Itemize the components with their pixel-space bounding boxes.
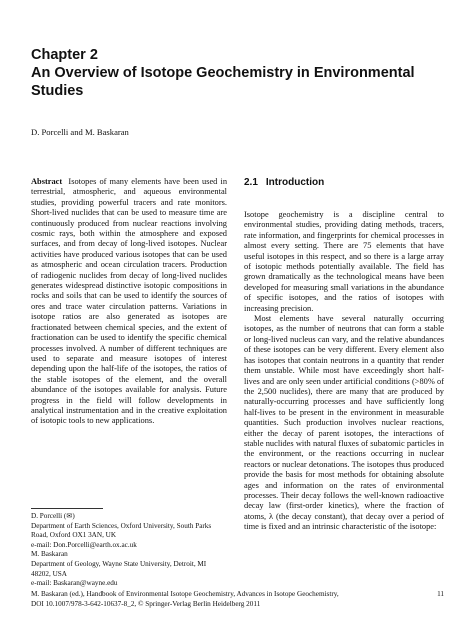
footnote-line: Road, Oxford OX1 3AN, UK xyxy=(31,531,117,540)
page-footer xyxy=(31,590,444,609)
introduction-column xyxy=(244,177,444,533)
chapter-title: An Overview of Isotope Geochemistry in Environmental Studies xyxy=(31,65,415,99)
section-number: 2.1 xyxy=(244,177,258,188)
footnote-rule xyxy=(31,508,103,509)
abstract-lead: Abstract xyxy=(31,177,63,186)
citation-line-2: DOI 10.1007/978-3-642-10637-8_2, © Springer-Verlag Berlin Heidelberg 2011 xyxy=(31,599,261,608)
footnote-line: 48202, USA xyxy=(31,569,67,578)
chapter-label: Chapter 2 xyxy=(31,47,98,63)
abstract-text: Isotopes of many elements have been used in terrestrial, atmospheric, and aqueous environmental studies, providing powerful tracers and rate monitors. Short-lived nuclides that can be used to measure time are continuously produced from nuclear reactions involving cosmic rays, both within the atmosphere and exposed surfaces, and from decay of long-lived isotopes. Nuclear activities have produced various isotopes that can be used as atmospheric and ocean circulation tracers. Production of radiogenic nuclides from decay of long-lived nuclides generates widespread distinctive isotopic compositions in rocks and soils that can be used to identify the sources of ores and trace water circulation patterns. Variations in isotope ratios are also generated as isotopes are fractionated between chemical species, and the extent of fractionation can be used to identify the specific chemical processes involved. A number of different techniques are used to separate and measure isotopes of interest depending upon the half-life of the isotopes, the ratios of the stable isotopes of the element, and the overall abundance of the isotopes available for analysis. Future progress in the field will follow developments in analytical instrumentation and in the creative exploitation of isotopic tools to new applications. xyxy=(31,177,228,426)
footnote-line: Department of Geology, Wayne State University, Detroit, MI xyxy=(31,559,207,568)
authors: D. Porcelli and M. Baskaran xyxy=(31,127,129,137)
intro-paragraph-2: Most elements have several naturally occurring isotopes, as the number of neutrons that can form a stable or long-lived nucleus can vary, and the relative abundances of these isotopes can be very different. Every element also has isotopes that contain neutrons in a quantity that render them unstable. While most have exceedingly short half-lives and are only seen under artificial conditions (>80% of the 2,500 nuclides), there are many that are produced by naturally-occurring processes and have sufficiently long half-lives to be present in the environment in measurable quantities. Such production involves nuclear reactions, either the decay of parent isotopes, the interactions of stable nuclides with natural fluxes of subatomic particles in the environment, or the reactions occurring in nuclear reactors or nuclear detonations. The isotopes thus produced provide the basis for most methods for obtaining absolute ages and information on the rates of environmental processes. Their decay follows the well-known radioactive decay law (first-order kinetics), where the fraction of atoms, λ (the decay constant), that decay over a period of time is fixed and an intrinsic characteristic of the isotope: xyxy=(244,314,444,532)
footnote-line: e-mail: Don.Porcelli@earth.ox.ac.uk xyxy=(31,540,137,549)
intro-paragraph-1: Isotope geochemistry is a discipline central to environmental studies, providing dating methods, tracers, rate information, and fingerprints for chemical processes in almost every setting. There are 75 elements that have useful isotopes in this respect, and so there is a large array of isotopic methods potentially available. The field has grown dramatically as the technological means have been developed for measuring small variations in the abundance of specific isotopes, and the ratios of isotopes with increasing precision. xyxy=(244,210,444,313)
page-number: 11 xyxy=(437,590,444,598)
abstract-paragraph xyxy=(31,177,227,427)
citation-line-1: M. Baskaran (ed.), Handbook of Environmental Isotope Geochemistry, Advances in Isotope Geochemistry, xyxy=(31,590,339,598)
section-heading xyxy=(244,177,444,190)
footnote-line: D. Porcelli (✉) xyxy=(31,512,75,520)
footnote-line: e-mail: Baskaran@wayne.edu xyxy=(31,579,118,588)
footnote-line: M. Baskaran xyxy=(31,550,68,559)
section-title: Introduction xyxy=(265,177,325,188)
author-affiliations xyxy=(31,512,231,589)
abstract-column xyxy=(31,177,227,427)
footnote-line: Department of Earth Sciences, Oxford University, South Parks xyxy=(31,521,212,530)
